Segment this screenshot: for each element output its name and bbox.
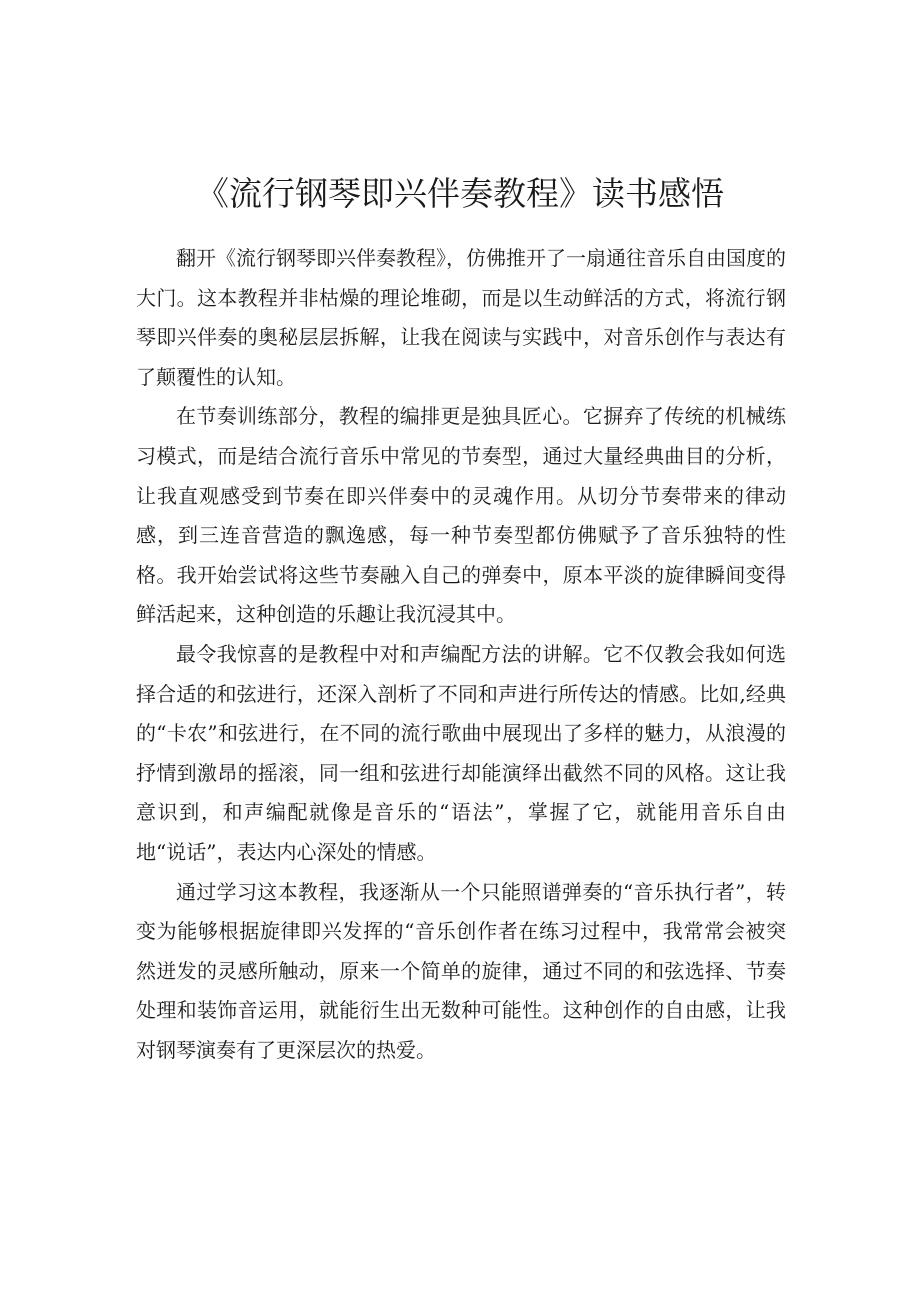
paragraph-1: 翻开《流行钢琴即兴伴奏教程》，仿佛推开了一扇通往音乐自由国度的大门。这本教程并非枯燥的理论堆砌，而是以生动鲜活的方式，将流行钢琴即兴伴奏的奥秘层层拆解，让我在阅读与实践中，对音乐创作与表达有了颠覆性的认知。 xyxy=(136,246,786,389)
document-body xyxy=(136,239,786,1070)
document-title: 《流行钢琴即兴伴奏教程》读书感悟 xyxy=(196,174,724,213)
paragraph-3: 最令我惊喜的是教程中对和声编配方法的讲解。它不仅教会我如何选择合适的和弦进行，还深入剖析了不同和声进行所传达的情感。比如,经典的“卡农”和弦进行，在不同的流行歌曲中展现出了多样的魅力，从浪漫的抒情到激昂的摇滚，同一组和弦进行却能演绎出截然不同的风格。这让我意识到，和声编配就像是音乐的“语法”，掌握了它，就能用音乐自由地“说话”，表达内心深处的情感。 xyxy=(136,641,786,864)
paragraph-4: 通过学习这本教程，我逐渐从一个只能照谱弹奏的“音乐执行者”，转变为能够根据旋律即兴发挥的“音乐创作者在练习过程中，我常常会被突然迸发的灵感所触动，原来一个简单的旋律，通过不同的和弦选择、节奏处理和装饰音运用，就能衍生出无数种可能性。这种创作的自由感，让我对钢琴演奏有了更深层次的热爱。 xyxy=(136,879,786,1062)
paragraph-2: 在节奏训练部分，教程的编排更是独具匠心。它摒弃了传统的机械练习模式，而是结合流行音乐中常见的节奏型，通过大量经典曲目的分析，让我直观感受到节奏在即兴伴奏中的灵魂作用。从切分节奏带来的律动感，到三连音营造的飘逸感，每一种节奏型都仿佛赋予了音乐独特的性格。我开始尝试将这些节奏融入自己的弹奏中，原本平淡的旋律瞬间变得鲜活起来，这种创造的乐趣让我沉浸其中。 xyxy=(136,404,786,627)
